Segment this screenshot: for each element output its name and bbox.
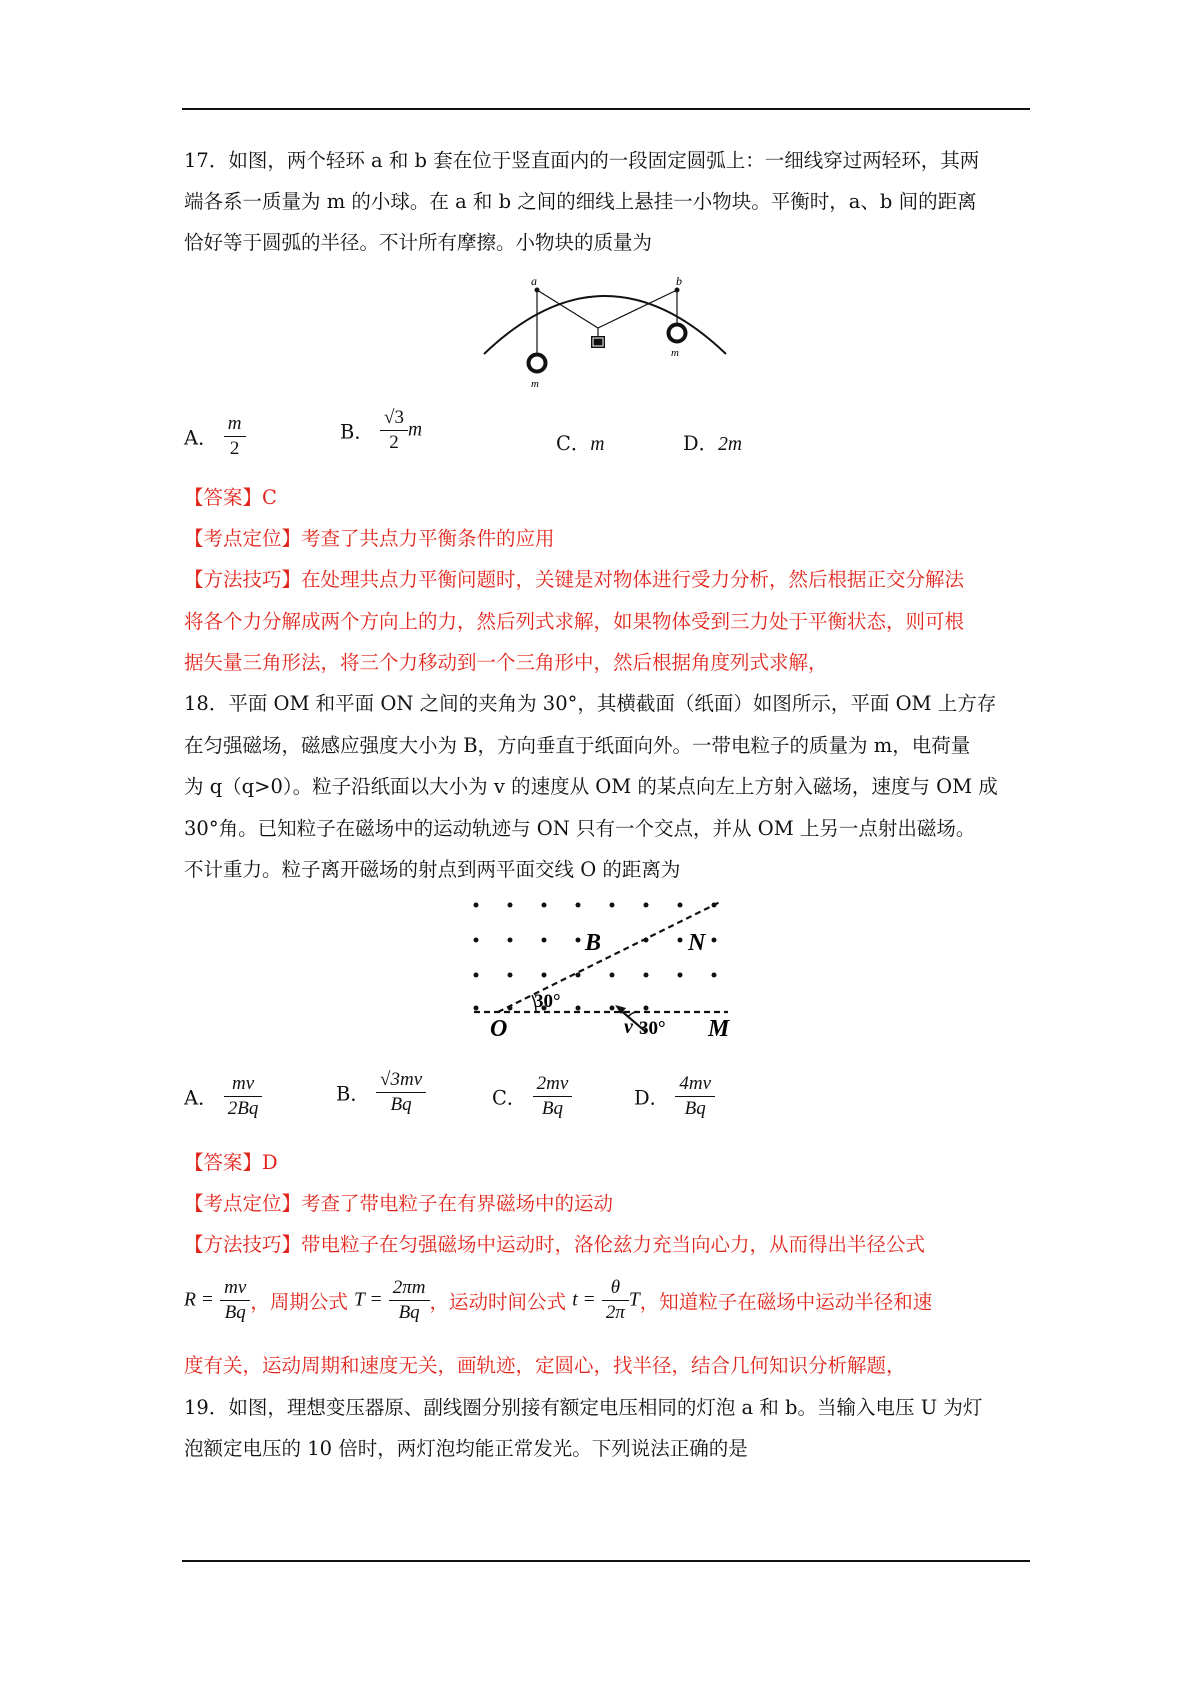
- formula-R-fraction: $\frac{mv}{Bq}$: [220, 1276, 250, 1325]
- q17-answer: 【答案】C: [184, 486, 277, 509]
- q17-option-a: A． $\frac{m}{2}$: [184, 412, 246, 461]
- q17-option-c: C．m: [556, 432, 605, 455]
- label-M: M: [708, 1016, 730, 1038]
- label-N: N: [688, 930, 706, 956]
- label-m-right: m: [671, 347, 679, 359]
- q18-line-2: 在匀强磁场，磁感应强度大小为 B，方向垂直于纸面向外。一带电粒子的质量为 m，电荷量: [184, 734, 971, 757]
- formula-T-fraction: $\frac{2\pi m}{Bq}$: [389, 1276, 430, 1325]
- ball-right: [669, 325, 686, 342]
- label-m-left: m: [531, 378, 539, 390]
- q18-magnetic-field-figure: [470, 898, 745, 1038]
- formula-t-lhs: t =: [572, 1289, 596, 1311]
- q18-option-c: C． $\frac{2mv}{Bq}$: [492, 1072, 572, 1121]
- ring-b: [675, 288, 680, 293]
- q17-option-d: D．2m: [683, 432, 742, 455]
- q18-kaodian: 【考点定位】考查了带电粒子在有界磁场中的运动: [184, 1192, 614, 1215]
- formula-R-lhs: R =: [184, 1289, 214, 1311]
- q18-line-5: 不计重力。粒子离开磁场的射点到两平面交线 O 的距离为: [184, 858, 681, 881]
- q19-line-2: 泡额定电压的 10 倍时，两灯泡均能正常发光。下列说法正确的是: [184, 1437, 748, 1460]
- label-b: b: [676, 274, 682, 288]
- q18-fangfa-3: 度有关，运动周期和速度无关，画轨迹，定圆心，找半径，结合几何知识分析解题，: [184, 1354, 906, 1377]
- label-v: v: [624, 1016, 633, 1038]
- label-angle-O: 30°: [534, 991, 561, 1012]
- q17-kaodian: 【考点定位】考查了共点力平衡条件的应用: [184, 527, 555, 550]
- q18-option-d: D． $\frac{4mv}{Bq}$: [634, 1072, 715, 1121]
- q17-line-2: 端各系一质量为 m 的小球。在 a 和 b 之间的细线上悬挂一小物块。平衡时，a、b 间的距离: [184, 190, 977, 213]
- label-O: O: [490, 1016, 508, 1038]
- footer-rule: [182, 1560, 1030, 1562]
- header-rule: [182, 108, 1030, 110]
- q17-fangfa-3: 据矢量三角形法，将三个力移动到一个三角形中，然后根据角度列式求解，: [184, 651, 828, 674]
- label-a: a: [531, 274, 537, 288]
- q19-line-1: 19．如图，理想变压器原、副线圈分别接有额定电压相同的灯泡 a 和 b。当输入电压 U 为灯: [184, 1396, 983, 1419]
- formula-T-lhs: T =: [354, 1289, 383, 1311]
- q17-fangfa-1: 【方法技巧】在处理共点力平衡问题时，关键是对物体进行受力分析，然后根据正交分解法: [184, 568, 965, 591]
- formula-t-fraction: $\frac{\theta}{2\pi}$: [602, 1276, 629, 1325]
- q17-fangfa-2: 将各个力分解成两个方向上的力，然后列式求解，如果物体受到三力处于平衡状态，则可根: [184, 610, 965, 633]
- q17-arc-figure: [480, 272, 730, 392]
- q17-option-b: B． $\frac{√3}{2}$ m: [340, 407, 423, 453]
- q17-line-1: 17．如图，两个轻环 a 和 b 套在位于竖直面内的一段固定圆弧上：一细线穿过两轻环，其两: [184, 149, 980, 172]
- ball-left: [529, 355, 546, 372]
- q18-answer: 【答案】D: [184, 1151, 278, 1174]
- q18-line-3: 为 q（q>0）。粒子沿纸面以大小为 v 的速度从 OM 的某点向左上方射入磁场，速度与 OM 成: [184, 775, 998, 798]
- q17-line-3: 恰好等于圆弧的半径。不计所有摩擦。小物块的质量为: [184, 231, 653, 254]
- ring-a: [535, 288, 540, 293]
- q18-option-b: B． $\frac{√3mv}{Bq}$: [336, 1068, 426, 1117]
- q18-option-a: A． $\frac{mv}{2Bq}$: [184, 1072, 262, 1121]
- label-B: B: [585, 930, 602, 956]
- field-dots: [474, 903, 717, 1011]
- q18-line-4: 30°角。已知粒子在磁场中的运动轨迹与 ON 只有一个交点，并从 OM 上另一点射出磁场。: [184, 817, 976, 840]
- label-angle-v: 30°: [639, 1018, 666, 1038]
- q18-fangfa-1: 【方法技巧】带电粒子在匀强磁场中运动时，洛伦兹力充当向心力，从而得出半径公式: [184, 1233, 926, 1256]
- q18-formula-line: R = $\frac{mv}{Bq}$ ，周期公式 T = $\frac{2\pi m}{Bq}$ ，运动时间公式 t = $\frac{\theta}{2\pi}$ T，知道粒子在磁场中运动半径和速: [184, 1277, 933, 1323]
- q18-line-1: 18．平面 OM 和平面 ON 之间的夹角为 30°，其横截面（纸面）如图所示，平面 OM 上方存: [184, 692, 997, 715]
